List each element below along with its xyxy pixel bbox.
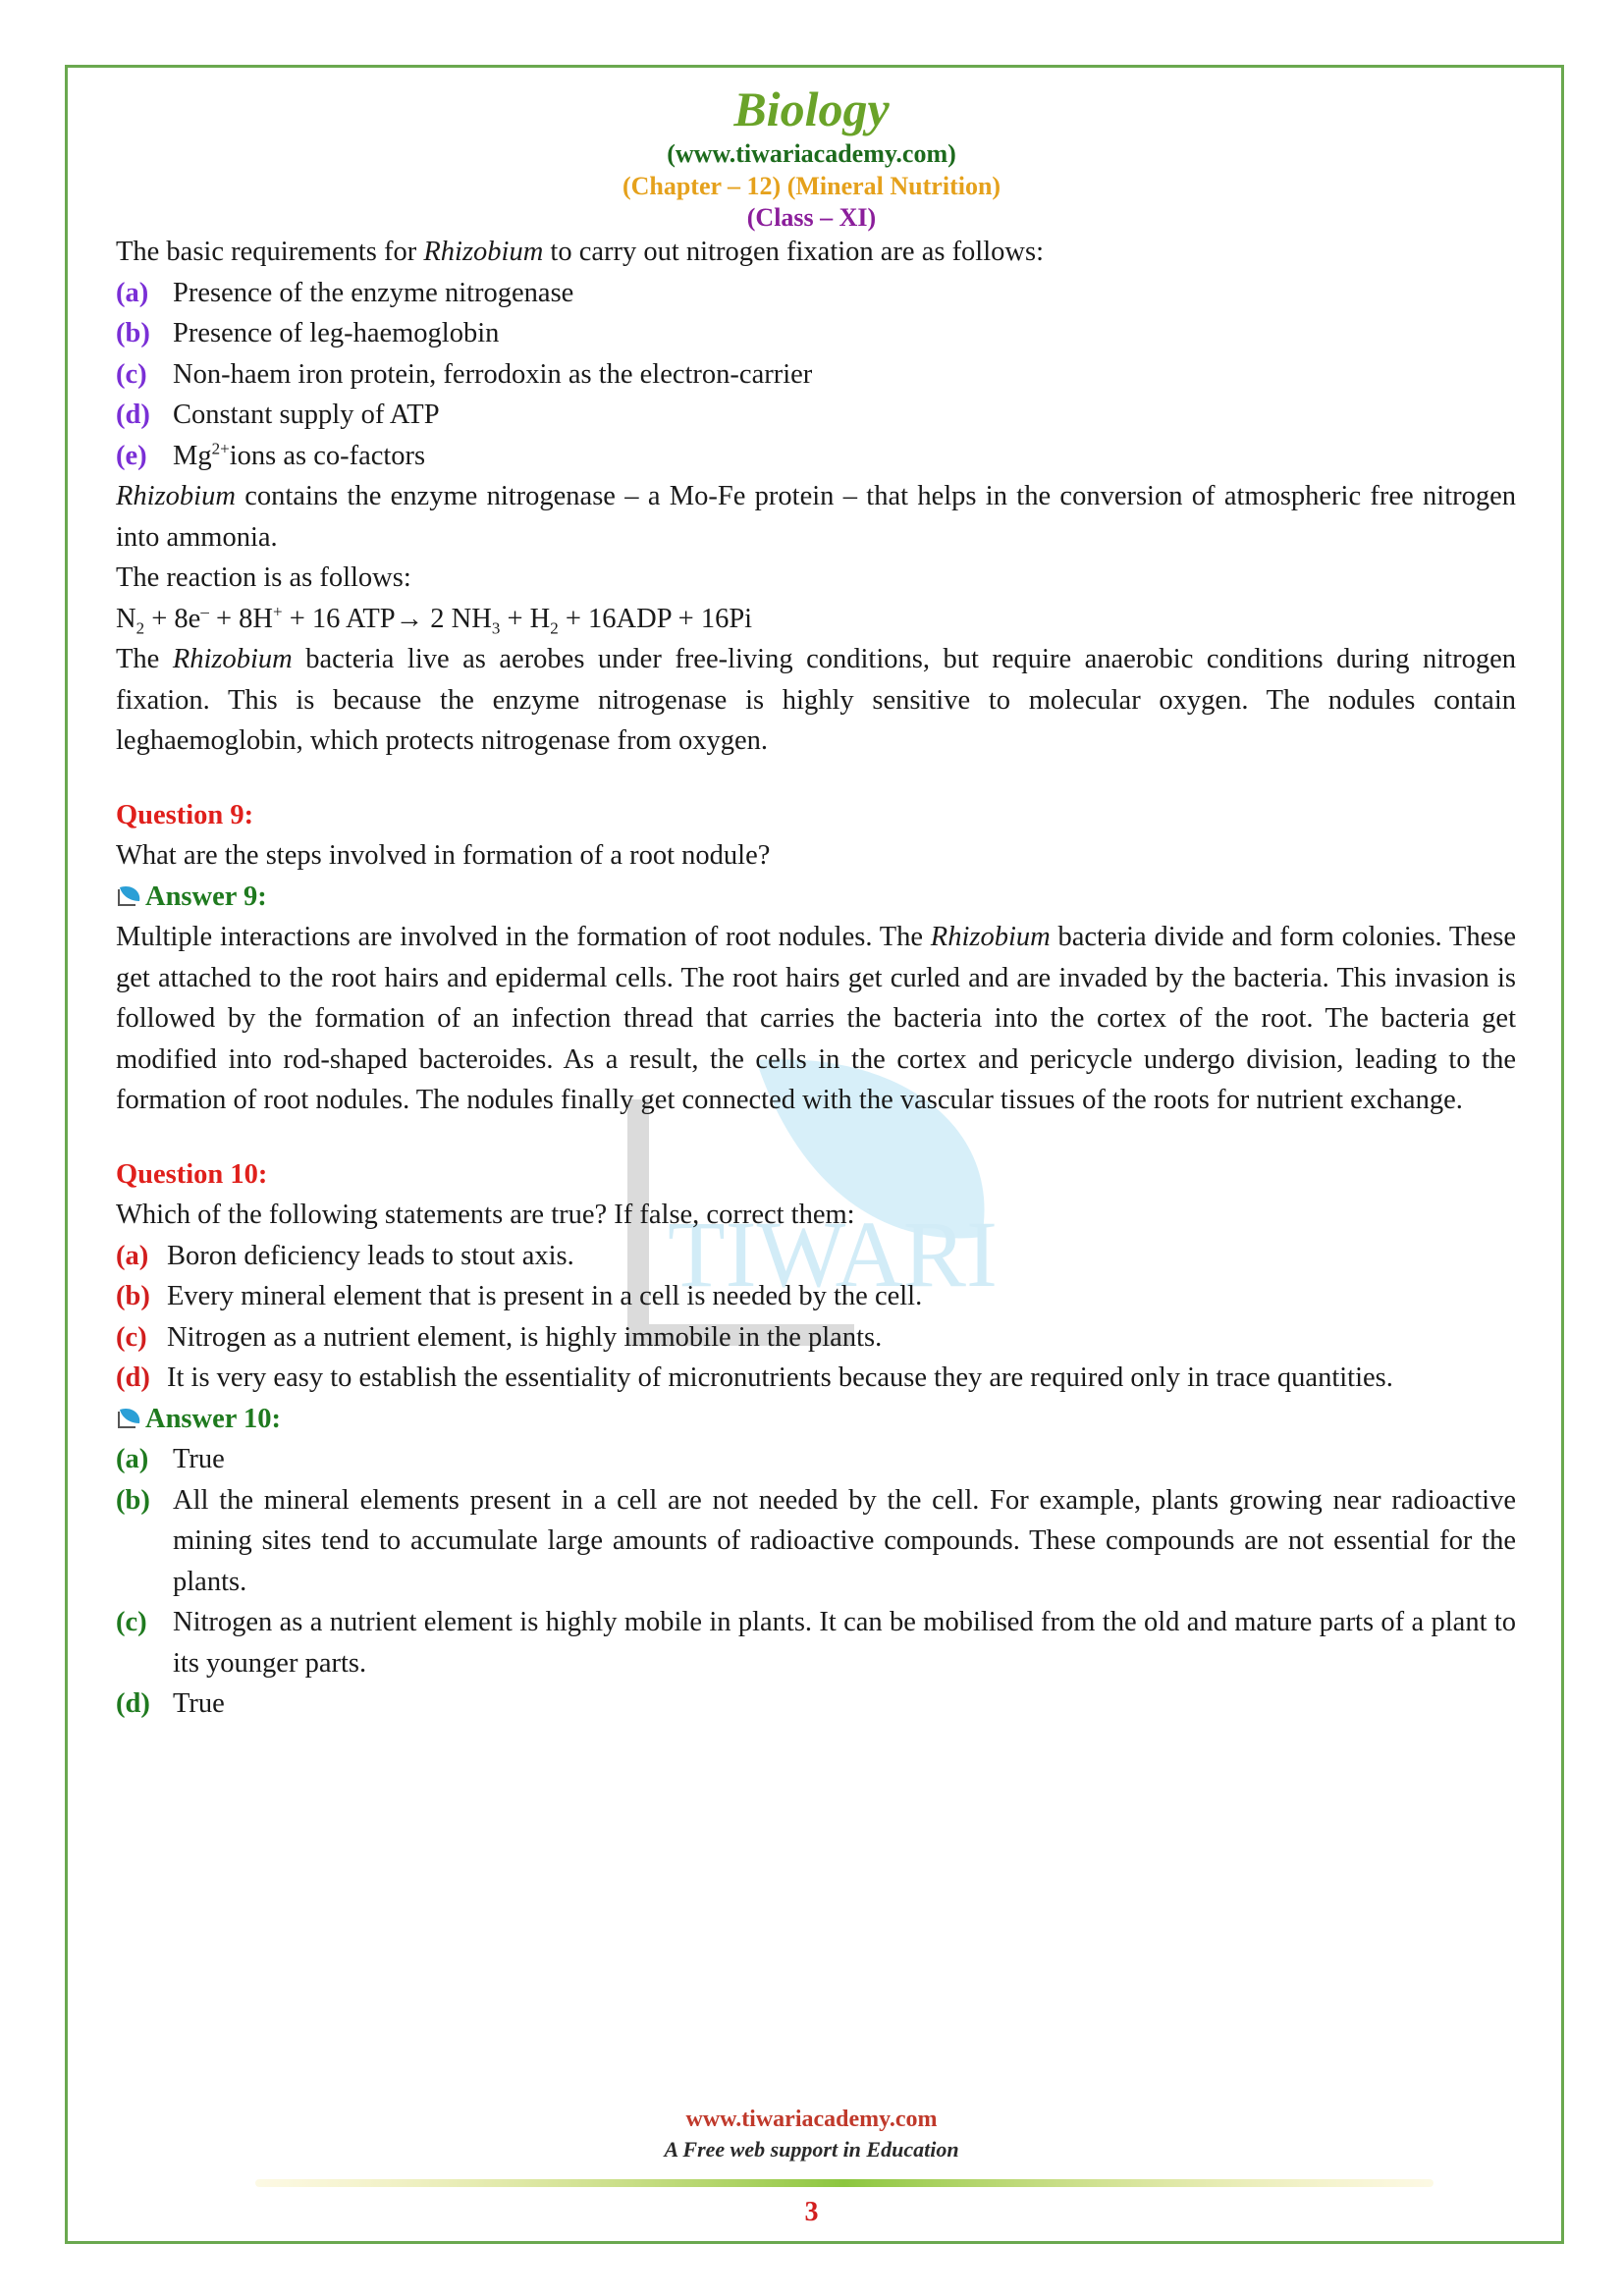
header-site: (www.tiwariacademy.com)	[667, 139, 956, 168]
answer-leaf-icon	[116, 1406, 143, 1431]
page-number: 3	[804, 2197, 819, 2227]
question-10-heading: Question 10:	[116, 1158, 268, 1190]
page-content	[116, 232, 1516, 1725]
intro-lead: The basic requirements for Rhizobium to carry out nitrogen fixation are as follows:	[116, 237, 1044, 267]
chapter-title: (Chapter – 12) (Mineral Nutrition)	[622, 172, 1001, 200]
list-item: (a) Presence of the enzyme nitrogenase	[116, 277, 574, 308]
question-10-text: Which of the following statements are true? If false, correct them:	[116, 1200, 855, 1230]
list-item: (a) Boron deficiency leads to stout axis.	[116, 1240, 574, 1271]
list-item: (d) True	[116, 1688, 225, 1719]
footer-divider	[255, 2179, 1434, 2187]
answer-10-heading: Answer 10:	[116, 1399, 1516, 1440]
reaction-equation: $N_2 + 8e^- + 8H^+ + 16$ ATP→ 2 $NH_3 + H_2 + 16ADP + 16Pi$	[116, 602, 753, 638]
list-item: (e) $Mg^{2+}ions$ as co-factors	[116, 439, 426, 471]
question-9-text: What are the steps involved in formation of a root nodule?	[116, 840, 771, 871]
answer-9-heading: Answer 9:	[116, 877, 1516, 918]
intro-paragraph-2: The reaction is as follows:	[116, 562, 411, 593]
question-9-heading: Question 9:	[116, 799, 254, 830]
answer-leaf-icon	[116, 883, 143, 909]
intro-paragraph-3: The Rhizobium bacteria live as aerobes under free-living conditions, but require anaerobic conditions during nitrogen fixation. This is because the enzyme nitrogenase is highly sensitive to molecular oxygen. The nodules contain leghaemoglobin, which protects nitrogenase from oxygen.	[116, 644, 1516, 756]
page-header	[0, 80, 1623, 234]
footer-site-link[interactable]: www.tiwariacademy.com	[685, 2107, 938, 2132]
list-item: (c) Nitrogen as a nutrient element is highly mobile in plants. It can be mobilised from the old and mature parts of a plant to its younger parts.	[116, 1607, 1516, 1679]
list-item: (b) Every mineral element that is present in a cell is needed by the cell.	[116, 1281, 923, 1311]
list-item: (a) True	[116, 1444, 225, 1474]
list-item: (c) Nitrogen as a nutrient element, is highly immobile in the plants.	[116, 1321, 883, 1353]
list-item: (d) Constant supply of ATP	[116, 400, 440, 430]
intro-paragraph-1: Rhizobium contains the enzyme nitrogenase – a Mo-Fe protein – that helps in the conversion of atmospheric free nitrogen into ammonia.	[116, 481, 1516, 553]
subject-title: Biology	[733, 81, 890, 136]
answer-9-text: Multiple interactions are involved in the formation of root nodules. The Rhizobium bacteria divide and form colonies. These get attached to the root hairs and epidermal cells. The root hairs get curled and are invaded by the bacteria. This invasion is followed by the formation of an infection thread that carries the bacteria into the cortex of the root. The bacteria get modified into rod-shaped bacteroides. As a result, the cells in the cortex and pericycle undergo division, leading to the formation of root nodules. The nodules finally get connected with the vascular tissues of the roots for nutrient exchange.	[116, 922, 1516, 1115]
class-label: (Class – XI)	[746, 203, 877, 232]
watermark-text: TIWARI	[668, 1201, 998, 1307]
list-item: (c) Non-haem iron protein, ferrodoxin as the electron-carrier	[116, 358, 813, 390]
list-item: (b) Presence of leg-haemoglobin	[116, 318, 500, 348]
list-item: (d) It is very easy to establish the essentiality of micronutrients because they are required only in trace quantities.	[116, 1362, 1393, 1393]
footer-tagline: A Free web support in Education	[664, 2137, 959, 2162]
list-item: (b) All the mineral elements present in a cell are not needed by the cell. For example, plants growing near radioactive mining sites tend to accumulate large amounts of radioactive compounds. These compounds are not essential for the plants.	[116, 1484, 1516, 1597]
